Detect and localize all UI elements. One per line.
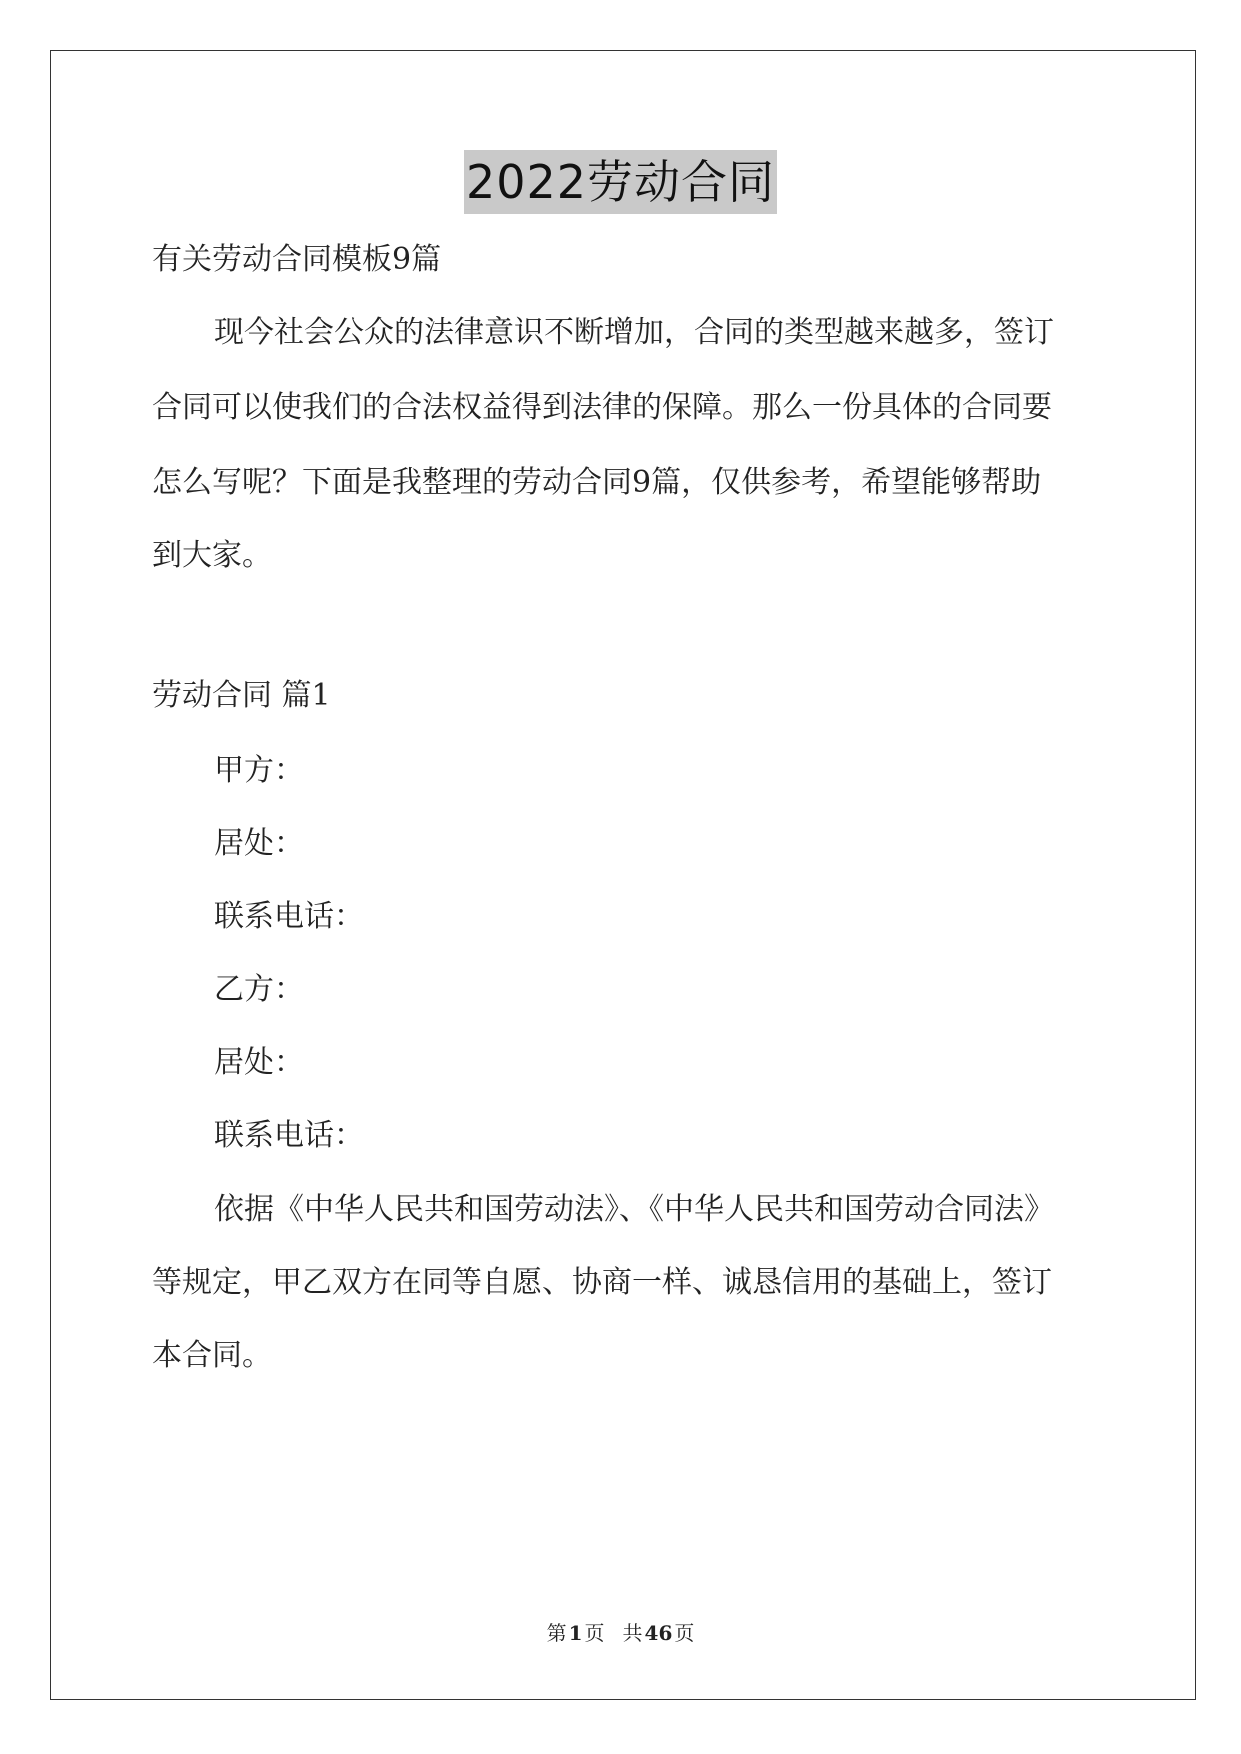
intro-line-1: 现今社会公众的法律意识不断增加，合同的类型越来越多，签订 bbox=[214, 315, 1054, 350]
page-footer bbox=[0, 1620, 1241, 1646]
page-suffix: 页 bbox=[584, 1621, 605, 1645]
party-a-phone-field: 联系电话： bbox=[214, 899, 364, 934]
total-prefix: 共 bbox=[622, 1621, 643, 1645]
document-title: 2022劳动合同 bbox=[464, 150, 777, 214]
basis-line-1: 依据《中华人民共和国劳动法》、《中华人民共和国劳动合同法》 bbox=[214, 1192, 1054, 1227]
party-b-phone-field: 联系电话： bbox=[214, 1118, 364, 1153]
title-container bbox=[0, 150, 1241, 214]
page-prefix: 第 bbox=[546, 1621, 567, 1645]
intro-line-3: 怎么写呢？下面是我整理的劳动合同9篇，仅供参考，希望能够帮助 bbox=[152, 465, 1042, 500]
total-suffix: 页 bbox=[674, 1621, 695, 1645]
basis-line-2: 等规定，甲乙双方在同等自愿、协商一样、诚恳信用的基础上，签订 bbox=[152, 1265, 1052, 1300]
party-b-field: 乙方： bbox=[214, 972, 304, 1007]
intro-line-4: 到大家。 bbox=[152, 538, 272, 573]
party-a-address-field: 居处： bbox=[214, 826, 304, 861]
total-pages: 46 bbox=[644, 1621, 673, 1645]
intro-line-2: 合同可以使我们的合法权益得到法律的保障。那么一份具体的合同要 bbox=[152, 390, 1052, 425]
document-subtitle: 有关劳动合同模板9篇 bbox=[152, 242, 442, 277]
section-heading: 劳动合同 篇1 bbox=[152, 678, 331, 713]
basis-line-3: 本合同。 bbox=[152, 1338, 272, 1373]
party-a-field: 甲方： bbox=[214, 753, 304, 788]
page-border bbox=[50, 50, 1196, 1700]
party-b-address-field: 居处： bbox=[214, 1045, 304, 1080]
page-number: 1 bbox=[568, 1621, 583, 1645]
